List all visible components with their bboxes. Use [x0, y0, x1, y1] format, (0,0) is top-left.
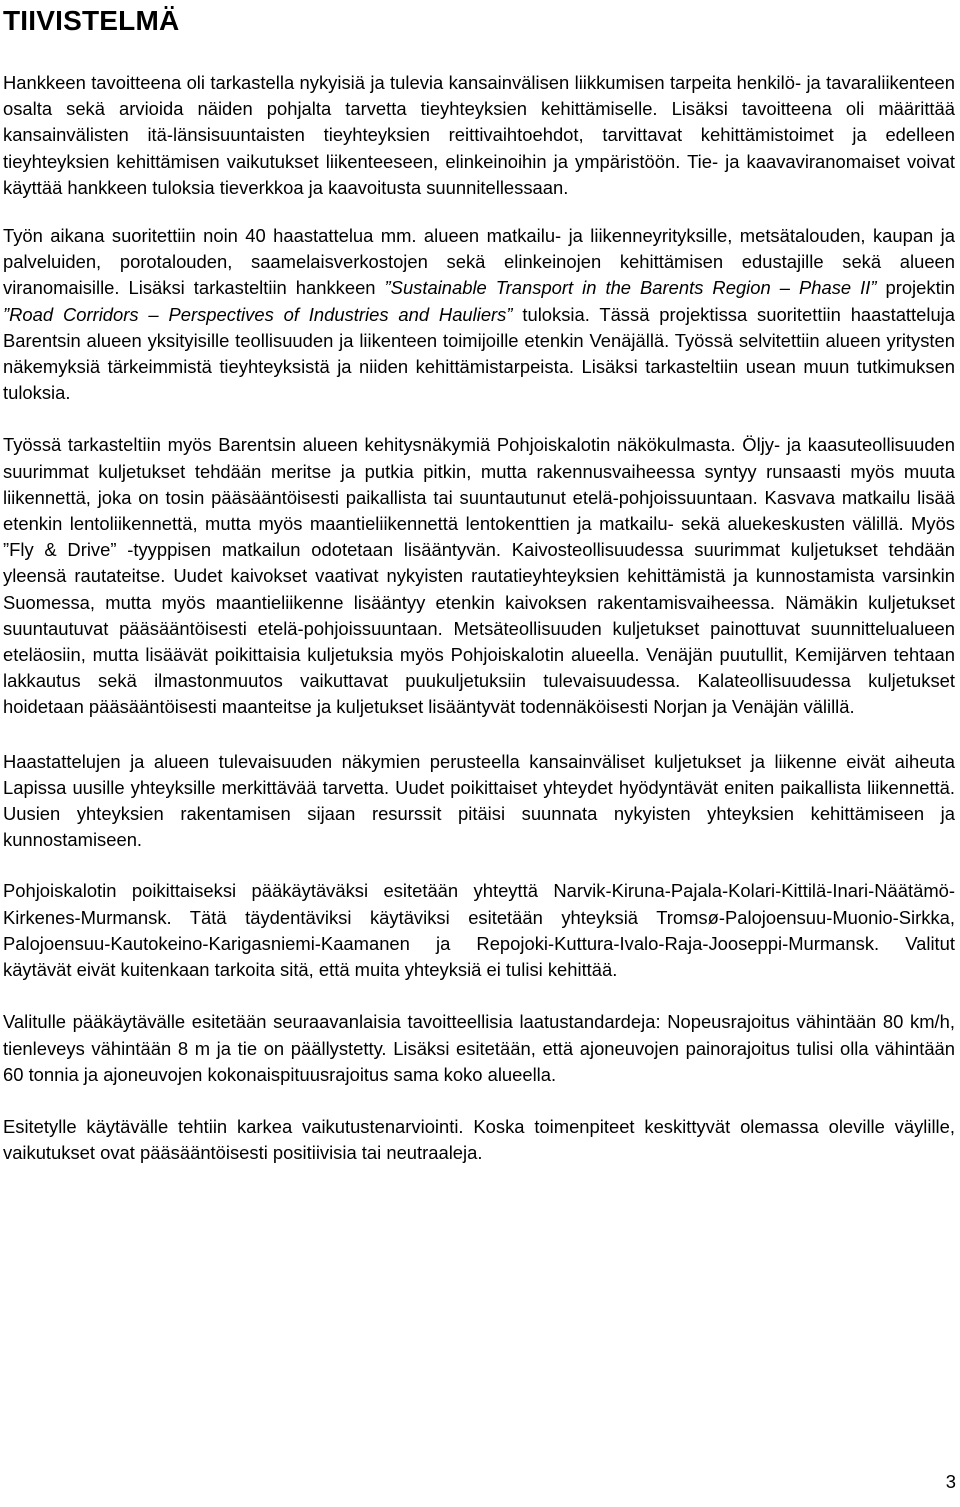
paragraph-interviews	[3, 223, 955, 406]
paragraph-goals: Hankkeen tavoitteena oli tarkastella nykyisiä ja tulevia kansainvälisen liikkumisen tarpeita henkilö- ja tavaraliikenteen osalta sekä arvioida näiden pohjalta tarvetta tieyhteyksien kehittämiselle. Lisäksi tavoitteena oli määrittää kansainvälisten itä-länsisuuntaisten tieyhteyksien reittivaihtoehdot, tarvittavat kehittämistoimet ja edelleen tieyhteyksien kehittämisen vaikutukset liikenteeseen, elinkeinoihin ja ympäristöön. Tie- ja kaavaviranomaiset voivat käyttää hankkeen tuloksia tieverkkoa ja kaavoitusta suunnitellessaan.	[3, 72, 955, 198]
paragraph-interviews-text-3: tuloksia. Tässä projektissa suoritettiin haastatteluja Barentsin alueen yksityisille teollisuuden ja liikenteen toimijoille etenkin Venäjällä. Työssä selvitettiin alueen yritysten näkemyksiä tärkeimmistä tieyhteyksistä ja niiden kehittämistarpeista. Lisäksi tarkasteltiin usean muun tutkimuksen tuloksia.	[3, 303, 955, 404]
paragraph-interviews-text-2: projektin	[876, 277, 955, 299]
document-page	[3, 0, 955, 1166]
page-heading: TIIVISTELMÄ	[3, 5, 180, 36]
page-number: 3	[945, 1471, 956, 1492]
paragraph-corridors: Pohjoiskalotin poikittaiseksi pääkäytäväksi esitetään yhteyttä Narvik-Kiruna-Pajala-Kolari-Kittilä-Inari-Näätämö-Kirkenes-Murmansk. Tätä täydentäviksi käytäviksi esitetään yhteyksiä Tromsø-Palojoensuu-Muonio-Sirkka, Palojoensuu-Kautokeino-Karigasniemi-Kaamanen ja Repojoki-Kuttura-Ivalo-Raja-Jooseppi-Murmansk. Valitut käytävät eivät kuitenkaan tarkoita sitä, että muita yhteyksiä ei tulisi kehittää.	[3, 880, 955, 981]
paragraph-interviews-text-1: Työn aikana suoritettiin noin 40 haastattelua mm. alueen matkailu- ja liikenneyrityksille, metsätalouden, kaupan ja palveluiden, porotalouden, saamelaisverkostojen sekä elinkeinojen kehittämisen edustajille sekä alueen viranomaisille. Lisäksi tarkasteltiin hankkeen	[3, 225, 955, 299]
project-title-sustainable-transport: ”Sustainable Transport in the Barents Region – Phase II”	[384, 277, 877, 299]
paragraph-quality-standards: Valitulle pääkäytävälle esitetään seuraavanlaisia tavoitteellisia laatustandardeja: Nopeusrajoitus vähintään 80 km/h, tienleveys vähintään 8 m ja tie on päällystetty. Lisäksi esitetään, että ajoneuvojen painorajoitus tulisi olla vähintään 60 tonnia ja ajoneuvojen kokonaispituusrajoitus sama koko alueella.	[3, 1011, 955, 1085]
project-title-road-corridors: ”Road Corridors – Perspectives of Industries and Hauliers”	[3, 303, 513, 325]
paragraph-impact-assessment: Esitetylle käytävälle tehtiin karkea vaikutustenarviointi. Koska toimenpiteet keskittyvät olemassa oleville väylille, vaikutukset ovat pääsääntöisesti positiivisia tai neutraaleja.	[3, 1115, 955, 1164]
paragraph-conclusions: Haastattelujen ja alueen tulevaisuuden näkymien perusteella kansainväliset kuljetukset ja liikenne eivät aiheuta Lapissa uusille yhteyksille merkittävää tarvetta. Uudet poikittaiset yhteydet hyödyntävät eniten paikallista liikennettä. Uusien yhteyksien rakentamisen sijaan resurssit pitäisi suunnata nykyisten yhteyksien kehittämiseen ja kunnostamiseen.	[3, 750, 955, 851]
paragraph-development-outlook: Työssä tarkasteltiin myös Barentsin alueen kehitysnäkymiä Pohjoiskalotin näkökulmasta. Öljy- ja kaasuteollisuuden suurimmat kuljetukset tehdään meritse ja putkia pitkin, mutta rakennusvaiheessa syntyy runsaasti myös muuta liikennettä, joka on tosin pääsääntöisesti paikallista tai suuntautunut etelä-pohjoissuuntaan. Kasvava matkailu lisää etenkin lentoliikennettä, mutta myös maantieliikennettä lentokenttien ja matkailu- sekä aluekeskusten välillä. Myös ”Fly & Drive” -tyyppisen matkailun odotetaan lisääntyvän. Kaivosteollisuudessa suurimmat kuljetukset tehdään yleensä rautateitse. Uudet kaivokset vaativat nykyisten rautatieyhteyksien kehittämistä ja kunnostamista varsinkin Suomessa, mutta myös maantieliikenne lisääntyy etenkin kaivoksen rakentamisvaiheessa. Nämäkin kuljetukset suuntautuvat pääsääntöisesti etelä-pohjoissuuntaan. Metsäteollisuuden kuljetukset painottuvat suunnittelualueen eteläosiin, mutta lisäävät poikittaisia kuljetuksia myös Pohjoiskalotin alueella. Venäjän puutullit, Kemijärven tehtaan lakkautus sekä ilmastonmuutos vaikuttavat puukuljetuksiin tulevaisuudessa. Kalateollisuudessa kuljetukset hoidetaan pääsääntöisesti maanteitse ja kuljetukset lisääntyvät todennäköisesti Norjan ja Venäjän välillä.	[3, 434, 955, 718]
